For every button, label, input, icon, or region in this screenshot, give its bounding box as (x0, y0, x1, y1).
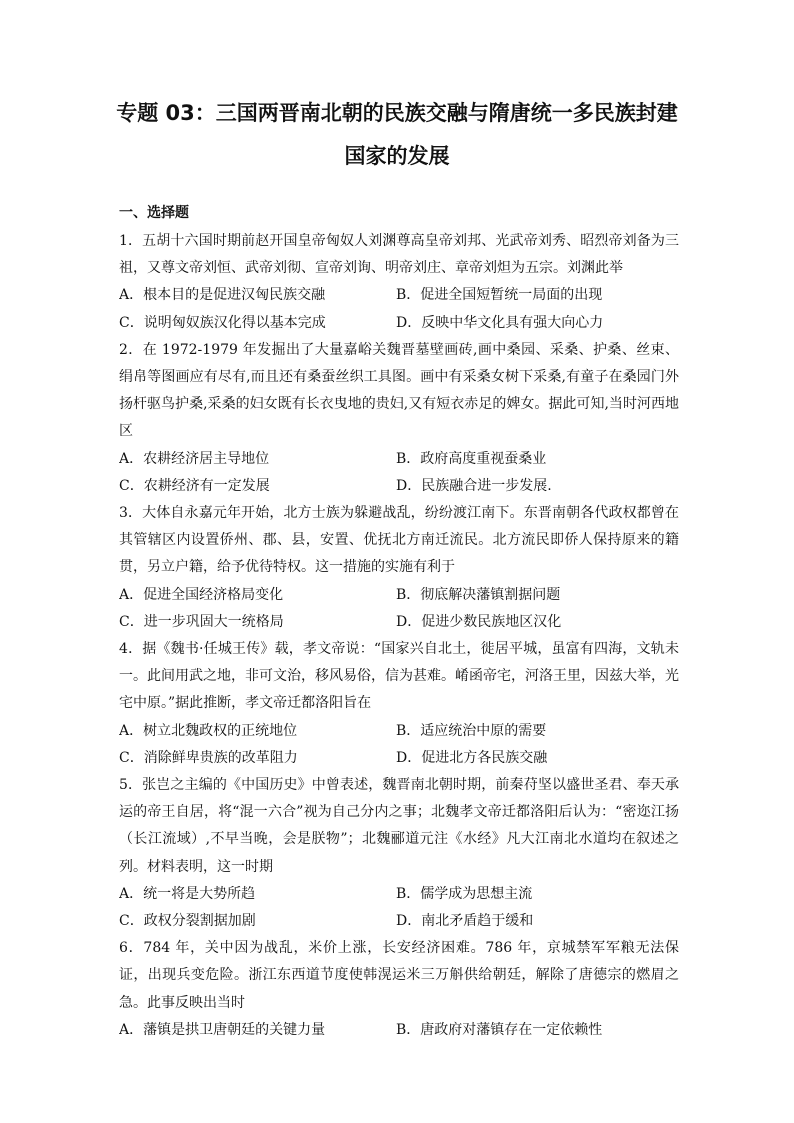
option-d: D．促进少数民族地区汉化 (396, 613, 562, 630)
option-a: A．树立北魏政权的正统地位 (119, 722, 298, 739)
question-options (119, 582, 679, 636)
question-options (119, 1017, 679, 1044)
option-b: B．彻底解决藩镇割据问题 (396, 586, 561, 603)
question-3 (119, 500, 679, 636)
question-options (119, 881, 679, 935)
option-c: C．进一步巩固大一统格局 (119, 613, 284, 630)
option-b: B．唐政府对藩镇存在一定依赖性 (396, 1021, 603, 1038)
question-stem: 3．大体自永嘉元年开始，北方士族为躲避战乱，纷纷渡江南下。东晋南朝各代政权都曾在其管辖区内设置侨州、郡、县，安置、优抚北方南迁流民。北方流民即侨人保持原来的籍贯，另立户籍，给予优待特权。这一措施的实施有利于 (119, 505, 679, 576)
option-c: C．说明匈奴族汉化得以基本完成 (119, 314, 326, 331)
question-4 (119, 636, 679, 772)
option-b: B．政府高度重视蚕桑业 (396, 450, 547, 467)
question-list (119, 228, 679, 1044)
question-stem: 2．在 1972-1979 年发掘出了大量嘉峪关魏晋墓壁画砖,画中桑园、采桑、护桑、丝束、绢帛等图画应有尽有,而且还有桑蚕丝织工具图。画中有采桑女树下采桑,有童子在桑园门外扬杆驱鸟护桑,采桑的妇女既有长衣曳地的贵妇,又有短衣赤足的婢女。据此可知,当时河西地区 (119, 341, 679, 440)
option-d: D．促进北方各民族交融 (396, 749, 548, 766)
option-d: D．民族融合进一步发展. (396, 477, 552, 494)
option-b: B．促进全国短暂统一局面的出现 (396, 287, 603, 304)
option-a: A．统一将是大势所趋 (119, 885, 256, 902)
question-options (119, 282, 679, 336)
option-c: C．政权分裂割据加剧 (119, 913, 256, 930)
option-b: B．儒学成为思想主流 (396, 885, 533, 902)
question-6 (119, 935, 679, 1044)
option-b: B．适应统治中原的需要 (396, 722, 547, 739)
option-d: D．南北矛盾趋于缓和 (396, 913, 534, 930)
question-stem: 1．五胡十六国时期前赵开国皇帝匈奴人刘渊尊高皇帝刘邦、光武帝刘秀、昭烈帝刘备为三祖，又尊文帝刘恒、武帝刘彻、宣帝刘询、明帝刘庄、章帝刘炟为五宗。刘渊此举 (119, 233, 679, 277)
option-a: A．促进全国经济格局变化 (119, 586, 284, 603)
question-2 (119, 337, 679, 500)
document-title (100, 92, 694, 178)
option-a: A．藩镇是拱卫唐朝廷的关键力量 (119, 1021, 326, 1038)
question-stem: 5．张岂之主编的《中国历史》中曾表述，魏晋南北朝时期，前秦苻坚以盛世圣君、奉天承运的帝王自居，将“混一六合”视为自己分内之事；北魏孝文帝迁都洛阳后认为：“密迩江扬（长江流域）,不早当晚，会是朕物”；北魏郦道元注《水经》凡大江南北水道均在叙述之列。材料表明，这一时期 (119, 777, 679, 875)
question-options (119, 446, 679, 500)
title-line-1: 专题 03：三国两晋南北朝的民族交融与隋唐统一多民族封建 (116, 101, 678, 125)
option-d: D．反映中华文化具有强大向心力 (396, 314, 604, 331)
question-stem: 4．据《魏书·任城王传》载，孝文帝说：“国家兴自北土，徙居平城，虽富有四海，文轨未一。此间用武之地，非可文治，移风易俗，信为甚难。崤函帝宅，河洛王里，因兹大举，光宅中原。”据此推断，孝文帝迁都洛阳旨在 (119, 641, 679, 712)
option-c: C．消除鲜卑贵族的改革阻力 (119, 749, 298, 766)
option-c: C．农耕经济有一定发展 (119, 477, 270, 494)
option-a: A．农耕经济居主导地位 (119, 450, 270, 467)
question-stem: 6．784 年，关中因为战乱，米价上涨，长安经济困难。786 年，京城禁军军粮无法保证，出现兵变危险。浙江东西道节度使韩滉运米三万斛供给朝廷，解除了唐德宗的燃眉之急。此事反映出当时 (119, 940, 679, 1011)
section-heading: 一、选择题 (119, 205, 189, 221)
question-1 (119, 228, 679, 337)
option-a: A．根本目的是促进汉匈民族交融 (119, 287, 326, 304)
question-options (119, 718, 679, 772)
question-5 (119, 772, 679, 935)
title-line-2: 国家的发展 (344, 144, 450, 168)
